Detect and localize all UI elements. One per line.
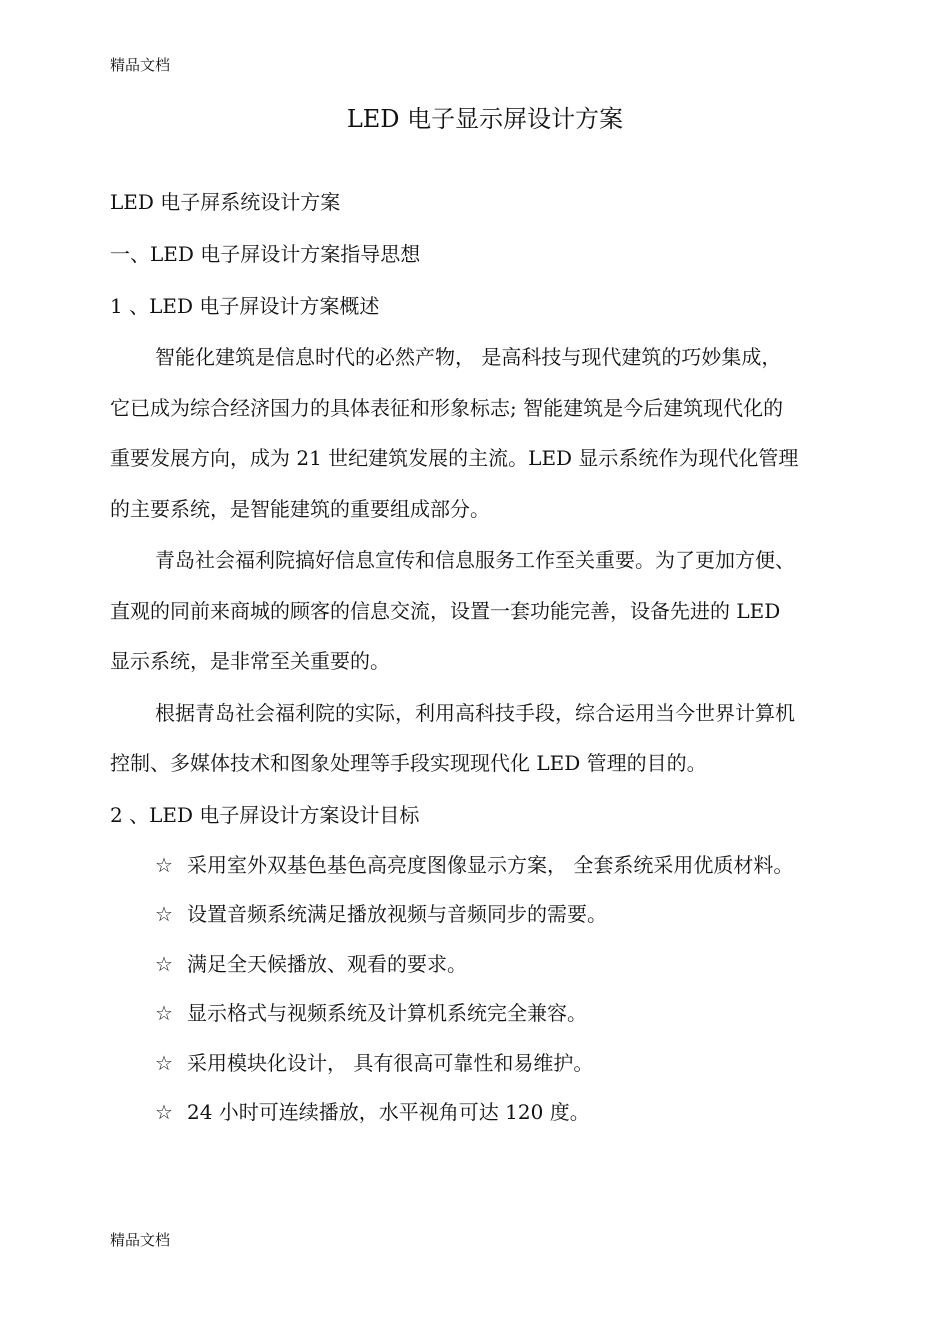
list-item [155,989,870,1039]
goals-list [110,841,870,1138]
star-icon: ☆ [155,852,173,877]
list-item [155,890,870,940]
star-icon: ☆ [155,902,173,926]
list-item-text: 采用模块化设计， 具有很高可靠性和易维护。 [187,1050,594,1075]
paragraph-overview [110,332,870,534]
list-item-text: 显示格式与视频系统及计算机系统完全兼容。 [187,1001,587,1025]
star-icon: ☆ [155,1001,173,1025]
paragraph-line: 智能化建筑是信息时代的必然产物， 是高科技与现代建筑的巧妙集成， [155,345,782,369]
document-title: LED 电子显示屏设计方案 [346,105,624,133]
paragraph-technology [110,688,870,789]
star-icon: ☆ [155,1100,173,1124]
list-item [155,1039,870,1089]
paragraph-line: 的主要系统，是智能建筑的重要组成部分。 [110,496,490,521]
paragraph-line: 显示系统，是非常至关重要的。 [110,649,390,673]
document-body [110,176,870,1138]
paragraph-line: 青岛社会福利院搞好信息宣传和信息服务工作至关重要。为了更加方便、 [155,548,795,572]
heading-subsection-1: 1 、LED 电子屏设计方案概述 [110,294,380,318]
list-item [155,940,870,990]
star-icon: ☆ [155,1050,173,1075]
paragraph-line: 它已成为综合经济国力的具体表征和形象标志; 智能建筑是今后建筑现代化的 [110,395,784,420]
list-item-text: 24 小时可连续播放，水平视角可达 120 度。 [187,1100,590,1124]
paragraph-line: 直观的同前来商城的顾客的信息交流，设置一套功能完善，设备先进的 LED [110,598,781,623]
list-item-text: 设置音频系统满足播放视频与音频同步的需要。 [187,902,607,926]
page-footer-label: 精品文档 [110,1231,171,1249]
list-item [155,1088,870,1138]
heading-system-plan: LED 电子屏系统设计方案 [110,190,341,214]
page-header-label: 精品文档 [110,56,171,74]
heading-subsection-2: 2 、LED 电子屏设计方案设计目标 [110,802,420,827]
list-item-text: 采用室外双基色基色高亮度图像显示方案， 全套系统采用优质材料。 [187,852,794,877]
paragraph-line: 重要发展方向，成为 21 世纪建筑发展的主流。LED 显示系统作为现代化管理 [110,446,799,470]
list-item [155,841,870,891]
heading-section-1: 一、LED 电子屏设计方案指导思想 [110,242,421,266]
paragraph-line: 根据青岛社会福利院的实际，利用高科技手段，综合运用当今世界计算机 [155,700,795,725]
list-item-text: 满足全天候播放、观看的要求。 [187,951,467,976]
star-icon: ☆ [155,951,173,976]
paragraph-welfare [110,535,870,687]
paragraph-line: 控制、多媒体技术和图象处理等手段实现现代化 LED 管理的目的。 [110,751,707,775]
